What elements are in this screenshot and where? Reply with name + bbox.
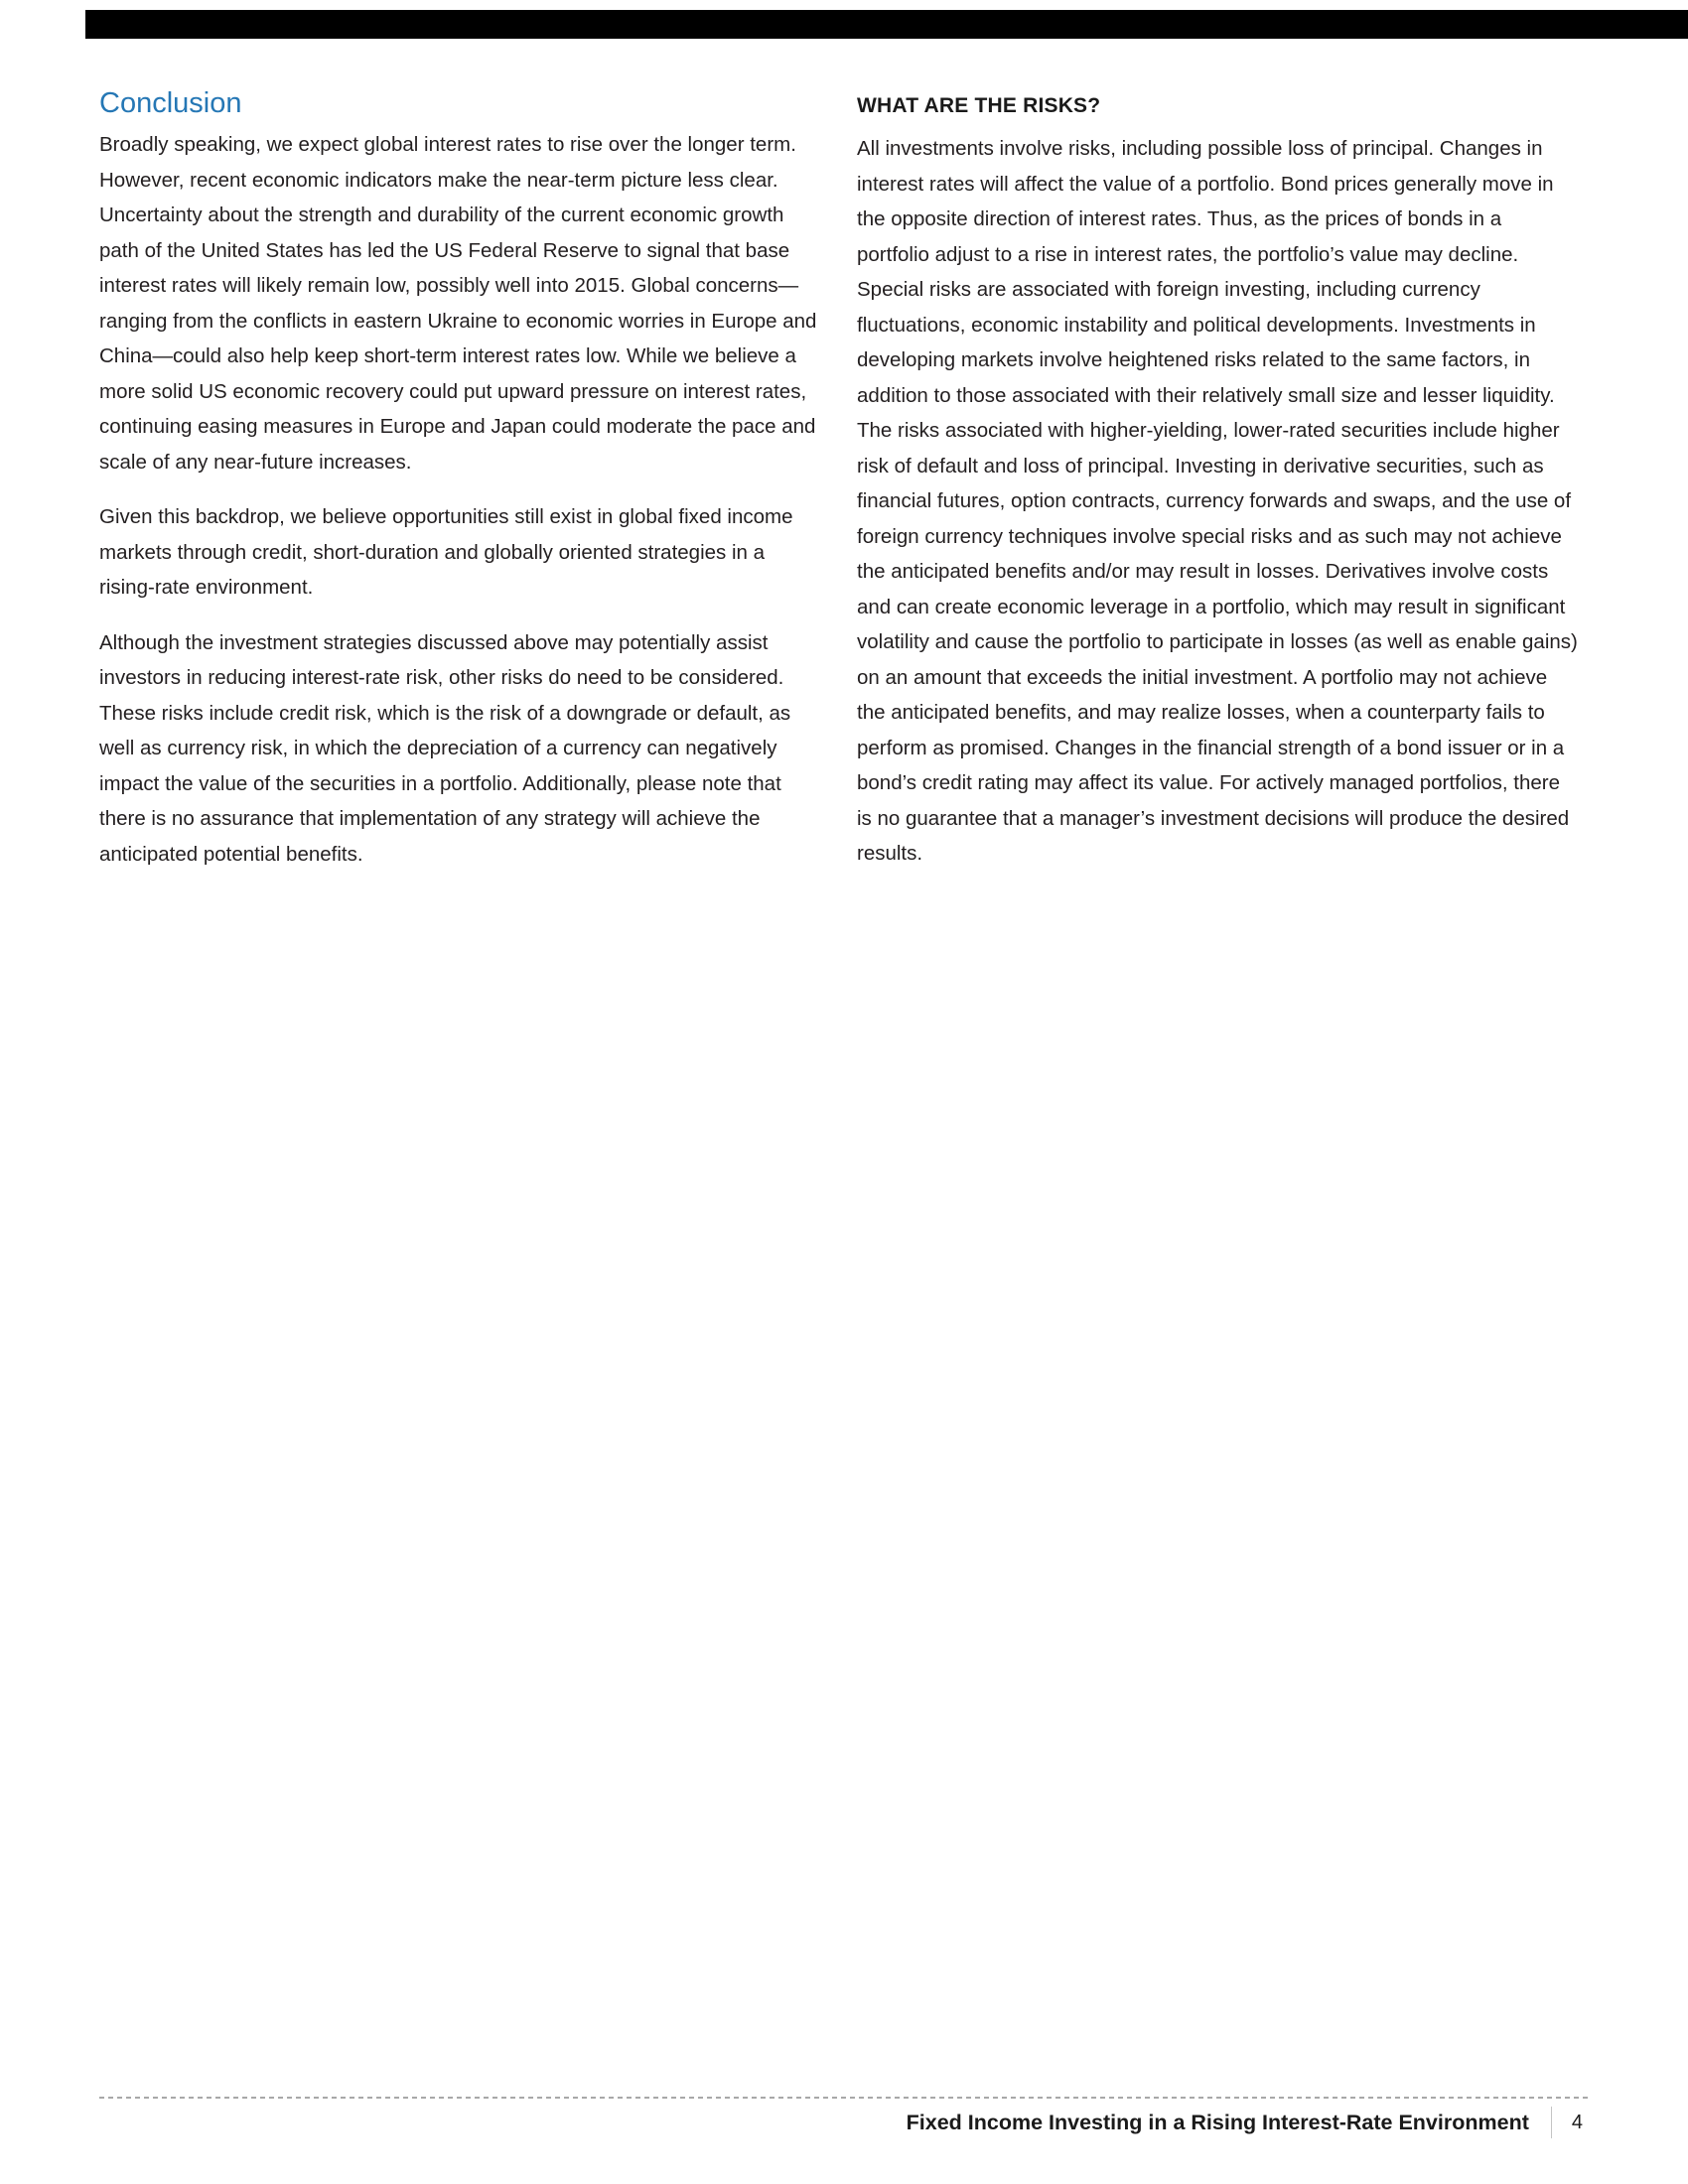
risks-heading: WHAT ARE THE RISKS? <box>857 94 1101 117</box>
conclusion-heading: Conclusion <box>99 87 242 119</box>
footer-document-title: Fixed Income Investing in a Rising Interest-Rate Environment <box>906 2110 1529 2134</box>
footer <box>907 2107 1583 2138</box>
conclusion-paragraph-2: Given this backdrop, we believe opportunities still exist in global fixed income markets through credit, short-duration and globally oriented strategies in a rising-rate environment. <box>99 505 793 599</box>
conclusion-paragraph-1: Broadly speaking, we expect global interest rates to rise over the longer term. However, recent economic indicators make the near-term picture less clear. Uncertainty about the strength and durability of the current economic growth path of the United States has led the US Federal Reserve to signal that base interest rates will likely remain low, possibly well into 2015. Global concerns—ranging from the conflicts in eastern Ukraine to economic worries in Europe and China—could also help keep short-term interest rates low. While we believe a more solid US economic recovery could put upward pressure on interest rates, continuing easing measures in Europe and Japan could moderate the pace and scale of any near-future increases. <box>99 133 817 474</box>
top-accent-bar <box>85 10 1688 39</box>
page-content <box>99 85 1579 891</box>
left-column <box>99 85 821 891</box>
risks-paragraph: All investments involve risks, including possible loss of principal. Changes in interest rates will affect the value of a portfolio. Bond prices generally move in the opposite direction of interest rates. Thus, as the prices of bonds in a portfolio adjust to a rise in interest rates, the portfolio’s value may decline. Special risks are associated with foreign investing, including currency fluctuations, economic instability and political developments. Investments in developing markets involve heightened risks related to the same factors, in addition to those associated with their relatively small size and lesser liquidity. The risks associated with higher-yielding, lower-rated securities include higher risk of default and loss of principal. Investing in derivative securities, such as financial futures, option contracts, currency forwards and swaps, and the use of foreign currency techniques involve special risks and as such may not achieve the anticipated benefits and/or may result in losses. Derivatives involve costs and can create economic leverage in a portfolio, which may result in significant volatility and cause the portfolio to participate in losses (as well as enable gains) on an amount that exceeds the initial investment. A portfolio may not achieve the anticipated benefits, and may realize losses, when a counterparty fails to perform as promised. Changes in the financial strength of a bond issuer or in a bond’s credit rating may affect its value. For actively managed portfolios, there is no guarantee that a manager’s investment decisions will produce the desired results. <box>857 137 1578 865</box>
footer-divider <box>99 2097 1589 2099</box>
footer-separator <box>1551 2107 1552 2138</box>
footer-page-number: 4 <box>1571 2111 1583 2133</box>
conclusion-paragraph-3: Although the investment strategies discussed above may potentially assist investors in reducing interest-rate risk, other risks do need to be considered. These risks include credit risk, which is the risk of a downgrade or default, as well as currency risk, in which the depreciation of a currency can negatively impact the value of the securities in a portfolio. Additionally, please note that there is no assurance that implementation of any strategy will achieve the anticipated potential benefits. <box>99 630 791 866</box>
right-column <box>857 85 1579 891</box>
